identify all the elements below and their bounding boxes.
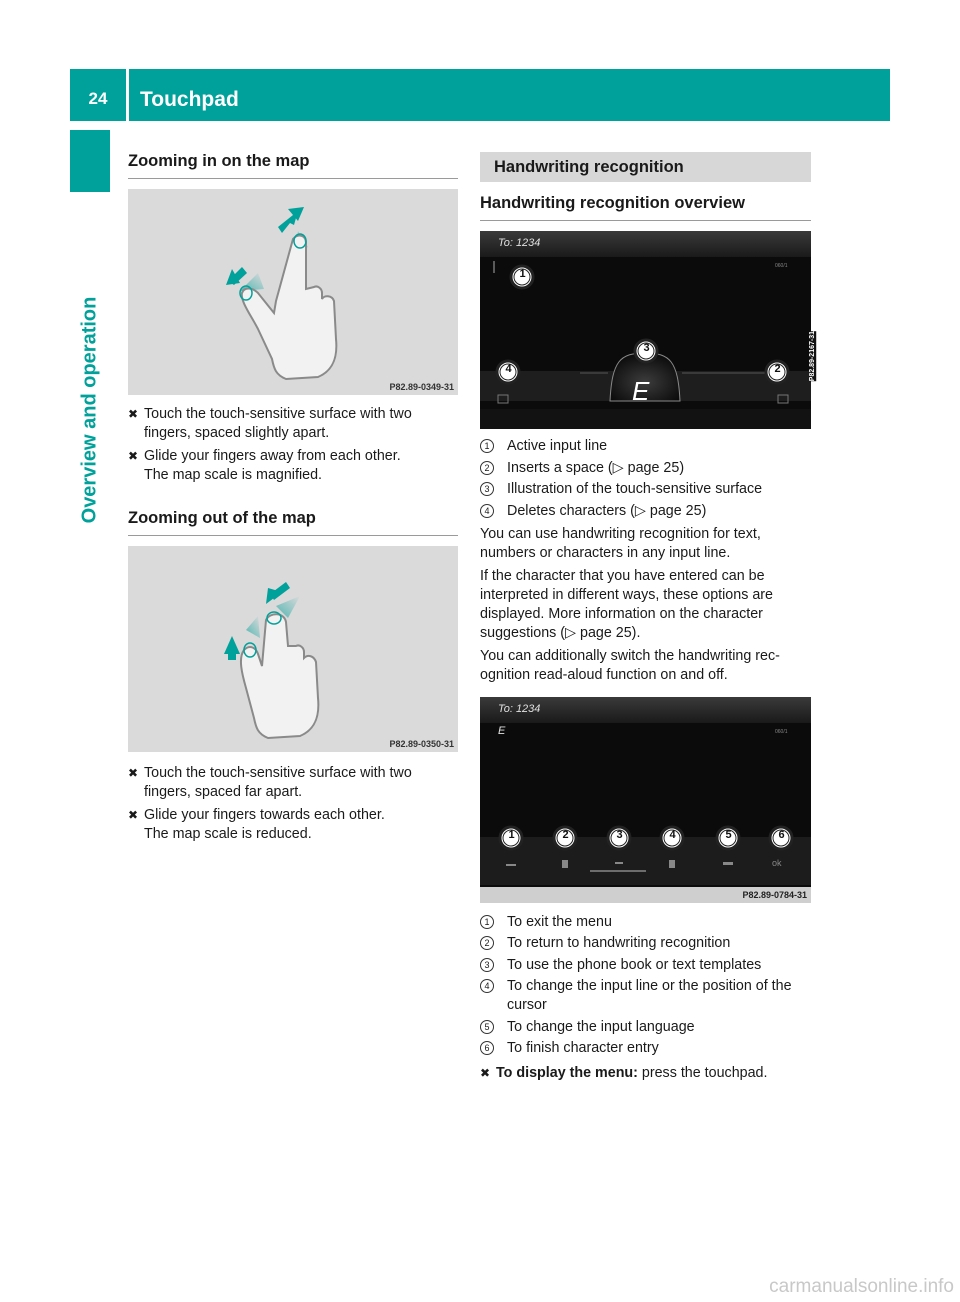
legend-item: 4 To change the input line or the position of the cursor bbox=[480, 977, 811, 1015]
paragraph: You can additionally switch the handwriting rec- ognition read-aloud function on and off. bbox=[480, 647, 780, 683]
entered-character: E bbox=[498, 724, 506, 737]
pen-icon bbox=[615, 862, 623, 864]
arrow-up-right-icon bbox=[278, 207, 304, 233]
legend-item: 3 To use the phone book or text templates bbox=[480, 956, 811, 975]
legend-item: 2 To return to handwriting recognition bbox=[480, 934, 811, 953]
arrow-down-left-icon bbox=[226, 267, 247, 285]
svg-text:060/1: 060/1 bbox=[775, 263, 788, 269]
callout-1-label: 1 bbox=[519, 268, 526, 280]
side-tab-marker bbox=[70, 130, 110, 192]
right-column bbox=[480, 152, 816, 1083]
handwriting-icon bbox=[562, 860, 568, 868]
zoom-in-figure bbox=[128, 189, 458, 395]
legend-item: 2 Inserts a space (▷ page 25) bbox=[480, 459, 811, 478]
arrow-down-left-icon bbox=[266, 582, 290, 604]
page-header bbox=[70, 69, 890, 121]
overview-heading: Handwriting recognition overview bbox=[480, 194, 811, 221]
spread-fingers-illustration bbox=[128, 189, 458, 395]
back-icon bbox=[506, 864, 516, 866]
active-input-line: To: 1234 bbox=[498, 702, 541, 715]
legend-item: 6 To finish character entry bbox=[480, 1039, 811, 1058]
header-divider bbox=[126, 69, 129, 121]
zoom-out-step-2-result: The map scale is reduced. bbox=[144, 826, 312, 842]
active-input-line: To: 1234 bbox=[498, 237, 541, 249]
zoom-out-step-2: ✖ Glide your fingers towards each other. The map scale is reduced. bbox=[128, 807, 385, 842]
handwriting-screen-figure bbox=[480, 231, 816, 429]
page-title: Touchpad bbox=[140, 88, 239, 111]
drawn-character: E bbox=[632, 376, 650, 406]
callout-5-label: 5 bbox=[725, 828, 732, 841]
final-step: ✖ To display the menu: press the touchpad. bbox=[480, 1065, 768, 1081]
legend-item: 1 To exit the menu bbox=[480, 913, 811, 932]
paragraph: You can use handwriting recognition for text, numbers or characters in any input line. bbox=[480, 525, 761, 561]
legend-screen-1 bbox=[480, 437, 811, 521]
arrow-up-icon bbox=[224, 636, 240, 660]
zoom-in-heading: Zooming in on the map bbox=[128, 152, 458, 179]
zoom-out-step-1: ✖ Touch the touch-sensitive surface with two fingers, spaced far apart. bbox=[128, 765, 412, 800]
zoom-in-step-2: ✖ Glide your fingers away from each other. The map scale is magnified. bbox=[128, 448, 401, 483]
left-column bbox=[128, 152, 458, 844]
ok-label: ok bbox=[772, 857, 782, 868]
legend-item: 4 Deletes characters (▷ page 25) bbox=[480, 502, 811, 521]
handwriting-menu-screen bbox=[480, 697, 811, 903]
callout-3-label: 3 bbox=[643, 342, 650, 354]
footer-watermark: carmanualsonline.info bbox=[769, 1276, 954, 1297]
legend-screen-2 bbox=[480, 913, 811, 1059]
callout-1-label: 1 bbox=[508, 828, 515, 841]
callout-4-label: 4 bbox=[505, 363, 512, 375]
legend-item: 1 Active input line bbox=[480, 437, 811, 456]
figure-code: P82.89-0349-31 bbox=[389, 382, 454, 392]
section-title: Handwriting recognition bbox=[480, 152, 811, 182]
figure-code: P82.89-0350-31 bbox=[389, 739, 454, 749]
legend-item: 5 To change the input language bbox=[480, 1018, 811, 1037]
handwriting-menu-figure bbox=[480, 697, 811, 903]
callout-2-label: 2 bbox=[562, 828, 569, 841]
figure-code: P82.89-0784-31 bbox=[742, 889, 807, 900]
callout-2-label: 2 bbox=[774, 363, 781, 375]
zoom-in-step-1: ✖ Touch the touch-sensitive surface with two fingers, spaced slightly apart. bbox=[128, 406, 412, 441]
zoom-out-figure bbox=[128, 546, 458, 752]
paragraph: If the character that you have entered can be interpreted in different ways, these options are displayed. More information on the character suggestions (▷ page 25). bbox=[480, 567, 773, 641]
hand-icon bbox=[242, 236, 337, 379]
zoom-in-step-2-result: The map scale is magnified. bbox=[144, 467, 322, 483]
callout-6-label: 6 bbox=[778, 828, 785, 841]
side-tab-label: Overview and operation bbox=[78, 296, 101, 524]
language-icon bbox=[723, 862, 733, 865]
callout-3-label: 3 bbox=[616, 828, 623, 841]
callout-4-label: 4 bbox=[669, 828, 676, 841]
cursor-icon bbox=[669, 860, 675, 868]
legend-item: 3 Illustration of the touch-sensitive surface bbox=[480, 480, 811, 499]
final-step-label: To display the menu: bbox=[496, 1065, 638, 1081]
zoom-out-heading: Zooming out of the map bbox=[128, 509, 458, 536]
pinch-fingers-illustration bbox=[128, 546, 458, 752]
figure-code: P82.89-2167-31 bbox=[809, 331, 816, 382]
svg-text:060/1: 060/1 bbox=[775, 728, 788, 735]
page-number: 24 bbox=[88, 89, 108, 108]
